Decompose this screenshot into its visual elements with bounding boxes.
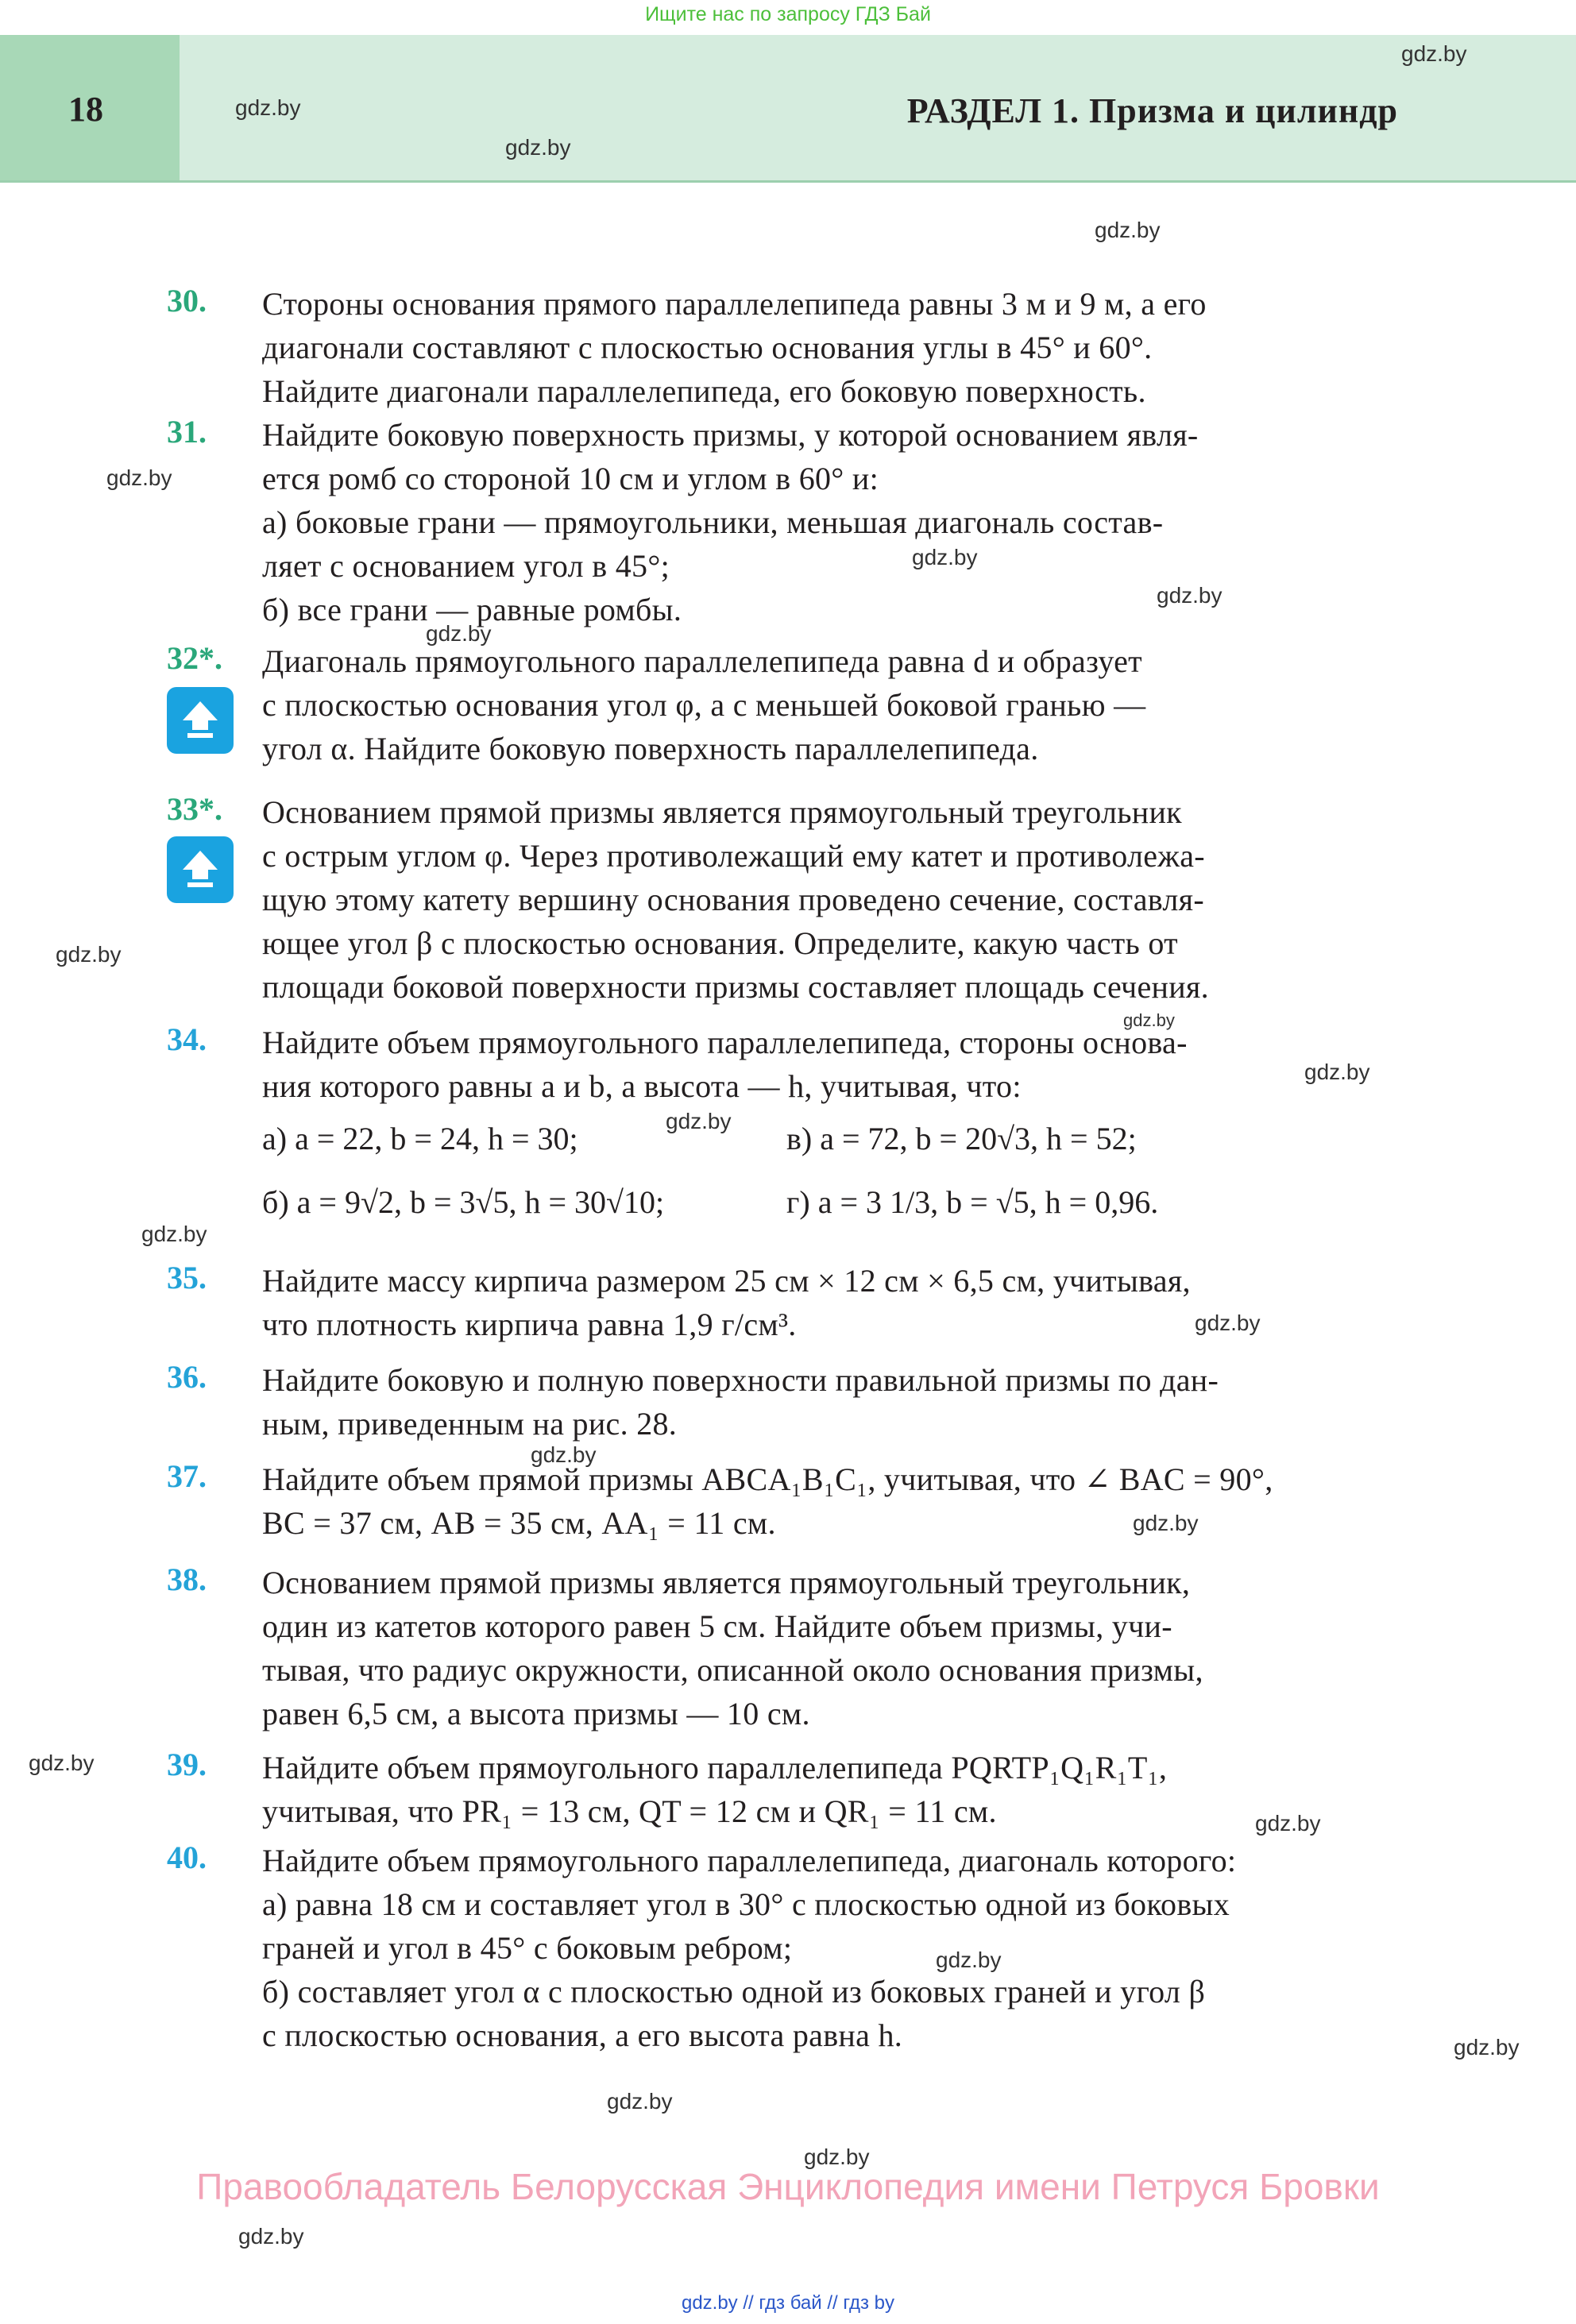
problem-text-line: один из катетов которого равен 5 см. Найдите объем призмы, учи- — [262, 1608, 1172, 1644]
watermark: gdz.by — [235, 95, 301, 120]
advanced-level-badge[interactable] — [167, 687, 234, 754]
problem-number: 39. — [167, 1747, 207, 1782]
problem-number: 30. — [167, 283, 207, 318]
problem-text-line: площади боковой поверхности призмы составляет площадь сечения. — [262, 969, 1209, 1005]
problem-text-line: Основанием прямой призмы является прямоугольный треугольник, — [262, 1565, 1191, 1600]
watermark: gdz.by — [238, 2224, 304, 2249]
problem-text-line: б) все грани — равные ромбы. — [262, 592, 682, 627]
item-v: в) a = 72, b = 20√3, h = 52; — [786, 1121, 1137, 1156]
problem-text-line: Найдите объем прямоугольного параллелепипеда PQRTP₁Q₁R₁T₁, — [262, 1750, 1168, 1785]
watermark: gdz.by — [1454, 2035, 1520, 2060]
watermark: gdz.by — [1133, 1511, 1199, 1535]
watermark: gdz.by — [531, 1442, 597, 1467]
top-search-hint[interactable]: Ищите нас по запросу ГДЗ Бай — [645, 3, 931, 25]
item-g: г) a = 3 1/3, b = √5, h = 0,96. — [786, 1184, 1159, 1220]
problem-text-line: Найдите диагонали параллелепипеда, его боковую поверхность. — [262, 373, 1146, 409]
problem-number: 40. — [167, 1840, 207, 1875]
watermark: gdz.by — [804, 2144, 870, 2169]
item-a: а) a = 22, b = 24, h = 30; — [262, 1121, 578, 1156]
section-title: РАЗДЕЛ 1. Призма и цилиндр — [906, 91, 1398, 130]
item-b: б) a = 9√2, b = 3√5, h = 30√10; — [262, 1184, 665, 1220]
problem-text-line: б) составляет угол α с плоскостью одной из боковых граней и угол β — [262, 1974, 1206, 2009]
problem-text-line: равен 6,5 см, а высота призмы — 10 см. — [262, 1696, 810, 1731]
watermark: gdz.by — [505, 135, 571, 160]
problem-number: 32*. — [167, 640, 222, 676]
problem-text-line: Найдите объем прямоугольного параллелепипеда, диагональ которого: — [262, 1843, 1237, 1878]
problem-text-line: Найдите объем прямой призмы ABCA₁B₁C₁, учитывая, что ∠ BAC = 90°, — [262, 1461, 1273, 1497]
problem-text-line: щую этому катету вершину основания проведено сечение, составля- — [262, 882, 1204, 917]
up-arrow-icon — [178, 846, 222, 894]
watermark: gdz.by — [56, 942, 122, 967]
watermark: gdz.by — [1195, 1311, 1261, 1335]
problem-text-line: учитывая, что PR₁ = 13 см, QT = 12 см и QR₁ = 11 см. — [262, 1793, 997, 1829]
watermark: gdz.by — [936, 1948, 1002, 1972]
problem-number: 34. — [167, 1021, 207, 1057]
watermark: gdz.by — [106, 465, 172, 490]
advanced-level-badge[interactable] — [167, 836, 234, 903]
up-arrow-icon — [178, 697, 222, 744]
problem-text-line: а) равна 18 см и составляет угол в 30° с плоскостью одной из боковых — [262, 1886, 1230, 1922]
watermark: gdz.by — [607, 2089, 673, 2114]
watermark: gdz.by — [29, 1751, 95, 1775]
watermark: gdz.by — [426, 621, 492, 646]
watermark: gdz.by — [1095, 218, 1161, 242]
watermark: gdz.by — [1157, 583, 1223, 608]
problem-text-line: ния которого равны a и b, а высота — h, учитывая, что: — [262, 1068, 1022, 1104]
problem-text-line: Найдите объем прямоугольного параллелепипеда, стороны основа- — [262, 1025, 1188, 1060]
problem-text-line: что плотность кирпича равна 1,9 г/см³. — [262, 1307, 797, 1342]
problem-text-line: Диагональ прямоугольного параллелепипеда равна d и образует — [262, 643, 1142, 679]
problem-text-line: диагонали составляют с плоскостью основания углы в 45° и 60°. — [262, 330, 1153, 365]
bottom-links[interactable]: gdz.by // гдз бай // гдз by — [681, 2292, 895, 2314]
problem-number: 33*. — [167, 791, 222, 827]
copyright-notice: Правообладатель Белорусская Энциклопедия имени Петруся Бровки — [196, 2166, 1380, 2207]
watermark: gdz.by — [1123, 1010, 1175, 1030]
problem-text-line: тывая, что радиус окружности, описанной около основания призмы, — [262, 1652, 1203, 1688]
problem-number: 38. — [167, 1562, 207, 1597]
problem-number: 35. — [167, 1260, 207, 1295]
watermark: gdz.by — [912, 545, 978, 569]
problem-text-line: Основанием прямой призмы является прямоугольный треугольник — [262, 794, 1182, 830]
problem-text-line: а) боковые грани — прямоугольники, меньшая диагональ состав- — [262, 504, 1164, 540]
problem-text-line: Стороны основания прямого параллелепипеда равны 3 м и 9 м, а его — [262, 286, 1207, 322]
watermark: gdz.by — [1304, 1060, 1370, 1084]
problem-text-line: граней и угол в 45° с боковым ребром; — [262, 1930, 793, 1966]
problem-number: 36. — [167, 1359, 207, 1395]
problem-text-line: ляет с основанием угол в 45°; — [262, 548, 670, 584]
problem-number: 37. — [167, 1458, 207, 1494]
problem-text-line: ным, приведенным на рис. 28. — [262, 1406, 678, 1442]
problem-text-line: с острым углом φ. Через противолежащий ему катет и противолежа- — [262, 838, 1205, 874]
problem-text-line: ется ромб со стороной 10 см и углом в 60° и: — [262, 461, 879, 496]
problem-text-line: с плоскостью основания, а его высота равна h. — [262, 2017, 903, 2053]
problem-number: 31. — [167, 414, 207, 450]
problem-text-line: Найдите массу кирпича размером 25 см × 12 см × 6,5 см, учитывая, — [262, 1263, 1191, 1299]
problem-text-line: ющее угол β с плоскостью основания. Определите, какую часть от — [262, 925, 1178, 961]
problem-text-line: с плоскостью основания угол φ, а с меньшей боковой гранью — — [262, 687, 1146, 723]
watermark: gdz.by — [666, 1109, 732, 1133]
problem-text-line: BC = 37 см, AB = 35 см, AA₁ = 11 см. — [262, 1505, 776, 1541]
watermark: gdz.by — [1401, 41, 1467, 66]
problem-text-line: Найдите боковую и полную поверхности правильной призмы по дан- — [262, 1362, 1219, 1398]
watermark: gdz.by — [141, 1222, 207, 1246]
problem-text-line: Найдите боковую поверхность призмы, у которой основанием явля- — [262, 417, 1199, 453]
watermark: gdz.by — [1255, 1811, 1321, 1836]
page-number: 18 — [68, 90, 103, 129]
problem-text-line: угол α. Найдите боковую поверхность параллелепипеда. — [262, 731, 1039, 766]
